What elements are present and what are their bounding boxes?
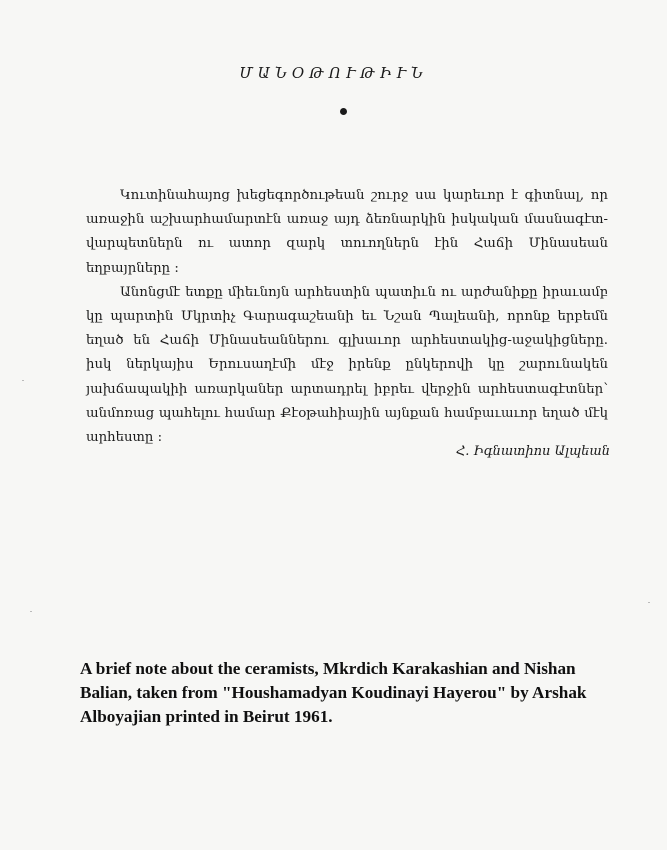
scan-speck: [22, 380, 24, 381]
armenian-paragraph-1: Կուտինահայոց խեցեգործութեան շուրջ սա կարեւոր է գիտնալ, որ առաջին աշխարհամարտէն առաջ այդ ձեռնարկին իսկական մասնագէտ-վարպետներն ու ատոր զարկ տուողներն էին Հաճի Մինասեան եղբայրները :: [86, 188, 608, 276]
scan-speck: [648, 602, 650, 603]
english-caption: A brief note about the ceramists, Mkrdich Karakashian and Nishan Balian, taken from "Houshamadyan Koudinayi Hayerou" by Arshak Alboyajian printed in Beirut 1961.: [80, 659, 587, 726]
armenian-note-body: [86, 184, 608, 450]
title-bullet-ornament: [340, 108, 347, 115]
armenian-paragraph-2: Անոնցմէ ետքը միեւնոյն արհեստին պատիւն ու արժանիքը իրաւամբ կը պարտին Մկրտիչ Գարագաշեանի եւ Նշան Պալեանի, որոնք երբեմն եղած են Հաճի Մինասեաններու գլխաւոր արհեստակից-աջակիցները. իսկ ներկայիս Երուսաղէմի մէջ իրենք ընկերովի կը շարունակեն յախճապակիի առարկաներ արտադրել իբրեւ վերջին արհեստագէտներ՝ անմոռաց պահելու համար Քէօթահիային այնքան համբաւաւոր եղած մէկ արհեստը :: [86, 284, 608, 446]
author-signature: Հ. Իգնատիոս Ալպեան: [455, 444, 610, 459]
scan-speck: [30, 611, 32, 612]
page-title: ՄԱՆՕԹՈՒԹԻՒՆ: [239, 64, 428, 82]
